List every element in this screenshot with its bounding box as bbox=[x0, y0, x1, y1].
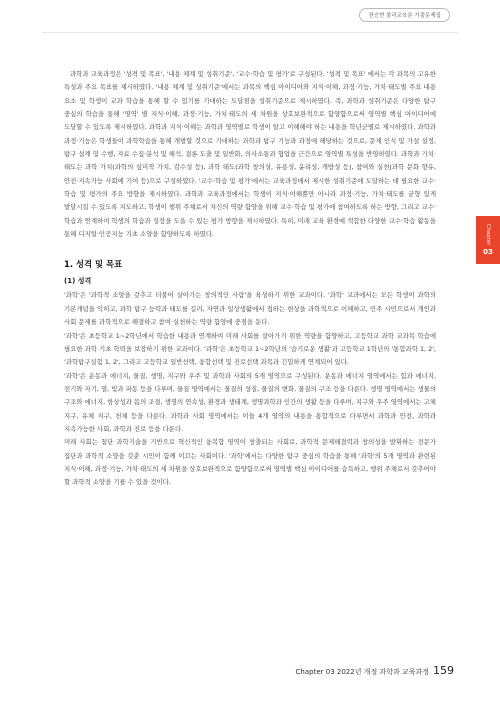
subsection-title: (1) 성격 bbox=[64, 277, 92, 286]
chapter-tab-number: 03 bbox=[483, 247, 493, 256]
body-paragraph: '과학'은 '과학적 소양을 갖추고 더불어 살아가는 창의적인 사람'을 육성하기 위한 교과이다. '과학' 교과에서는 모든 학생이 과학의 기본개념을 익히고, 과학 탐구 능력과 태도를 길러, 자연과 일상생활에서 접하는 현상을 과학적으로 이해하고, 민주 시민으로서 개인과 사회 문제를 과학적으로 해결하고 참여·실천하는 역량 함양에 중점을 둔다. bbox=[64, 291, 436, 327]
chapter-side-tab bbox=[476, 216, 500, 264]
header-divider bbox=[42, 32, 458, 33]
section-title: 1. 성격 및 목표 bbox=[64, 259, 123, 270]
body-paragraph: '과학'은 초등학교 1~2학년에서 학습한 내용과 연계하여 미래 사회를 살아가기 위한 역량을 함양하고, 고등학교 과학 교과목 학습에 필요한 과학 기초 학력을 보장하기 위한 교과이다. '과학'은 초등학교 1~2학년의 '슬기로운 생활'과 고등학교 1학년의 '통합과학 1, 2', '과학탐구실험 1, 2', 그리고 고등학교 일반선택, 융합선택 및 진로선택 과목과 긴밀하게 연계되어 있다. bbox=[64, 331, 436, 367]
body-paragraph: 미래 사회는 첨단 과학기술을 기반으로 혁신적인 융복합 영역이 창출되는 사회로, 과학적 문제해결력과 창의성을 발휘하는 전문가 집단과 과학적 소양을 갖춘 시민이 함께 이끄는 사회이다. '과학'에서는 다양한 탐구 중심의 학습을 통해 '과학'의 5개 영역과 관련된 지식·이해, 과정·기능, 가치·태도의 세 차원을 상호보완적으로 함양함으로써 영역별 핵심 아이디어를 습득하고, 행위 주체로서 갖추어야 할 과학적 소양을 기를 수 있을 것이다. bbox=[64, 438, 436, 487]
main-content bbox=[64, 68, 436, 490]
page-number: 159 bbox=[433, 664, 454, 677]
chapter-tab-label: Chapter bbox=[485, 224, 491, 246]
page-footer bbox=[296, 664, 454, 677]
footer-chapter-text: Chapter 03 2022년 개정 과학과 교육과정 bbox=[295, 668, 429, 676]
intro-paragraph: 과학과 교육과정은 '성격 및 목표', '내용 체계 및 성취기준', '교수·학습 및 평가'로 구성된다. '성격 및 목표' 에서는 각 과목의 고유한 특성과 주요 목표를 제시하였다. '내용 체계 및 성취기준'에서는 과목의 핵심 아이디어와 지식·이해, 과정·기능, 가치·태도별 주요 내용 요소 및 학생이 교과 학습을 통해 할 수 있기를 기대하는 도달점을 성취기준으로 제시하였다. 즉, 과학과 성취기준은 다양한 탐구 중심의 학습을 통해 '영역' 별 지식·이해, 과정·기능, 가치·태도의 세 차원을 상호보완적으로 함양함으로써 영역별 핵심 아이디어에 도달할 수 있도록 제시하였다. 과학과 지식·이해는 과학과 영역별로 학생이 알고 이해해야 하는 내용을 학년군별로 제시하였다. 과학과 과정·기능은 학생들이 과학학습을 통해 개발할 것으로 기대하는 과학과 탐구 기능과 과정에 해당하는 것으로, 문제 인식 및 가설 설정, 탐구 설계 및 수행, 자료 수집·분석 및 해석, 결론 도출 및 일반화, 의사소통과 협업을 근간으로 영역별 특성을 반영하였다. 과학과 가치·태도는 과학 가치(과학의 심미적 가치, 감수성 등), 과학 태도(과학 창의성, 유용성, 윤리성, 개방성 등), 참여와 실천(과학 문화 향유, 안전·지속가능 사회에 기여 등)으로 구성하였다. '교수·학습 및 평가'에서는 교육과정에서 제시한 성취기준에 도달하는 데 필요한 교수·학습 및 평가의 주요 방향을 제시하였다. 과학과 교육과정에서는 학생이 지식·이해뿐만 아니라 과정·기능, 가치·태도를 균형 있게 발달시킬 수 있도록 지도하고, 학생이 행위 주체로서 자신의 역량 함양을 위해 교수·학습 및 평가에 참여하도록 하는 방향, 그리고 교수·학습과 연계하여 학생의 학습과 성장을 도울 수 있는 평가 방향을 제시하였다. 특히, 미래 교육 환경에 적합한 다양한 교수·학습 활동을 통해 디지털·인공지능 기초 소양을 함양하도록 하였다. bbox=[64, 70, 436, 239]
header-tag: 천승현 물리교육론 기출문제집 bbox=[359, 8, 450, 22]
body-paragraph: '과학'은 운동과 에너지, 물질, 생명, 지구와 우주 및 과학과 사회의 5개 영역으로 구성된다. 운동과 에너지 영역에서는 힘과 에너지, 전기와 자기, 열, 빛과 파동 등을 다루며, 물질 영역에서는 물질의 성질, 물질의 변화, 물질의 구조 등을 다룬다. 생명 영역에서는 생물의 구조와 에너지, 항상성과 몸의 조절, 생명의 연속성, 환경과 생태계, 생명과학과 인간의 생활 등을 다루며, 지구와 우주 영역에서는 고체 지구, 유체 지구, 천체 등을 다룬다. 과학과 사회 영역에서는 이들 4개 영역의 내용을 통합적으로 다루면서 과학과 안전, 과학과 지속가능한 사회, 과학과 진로 등을 다룬다. bbox=[64, 371, 436, 433]
